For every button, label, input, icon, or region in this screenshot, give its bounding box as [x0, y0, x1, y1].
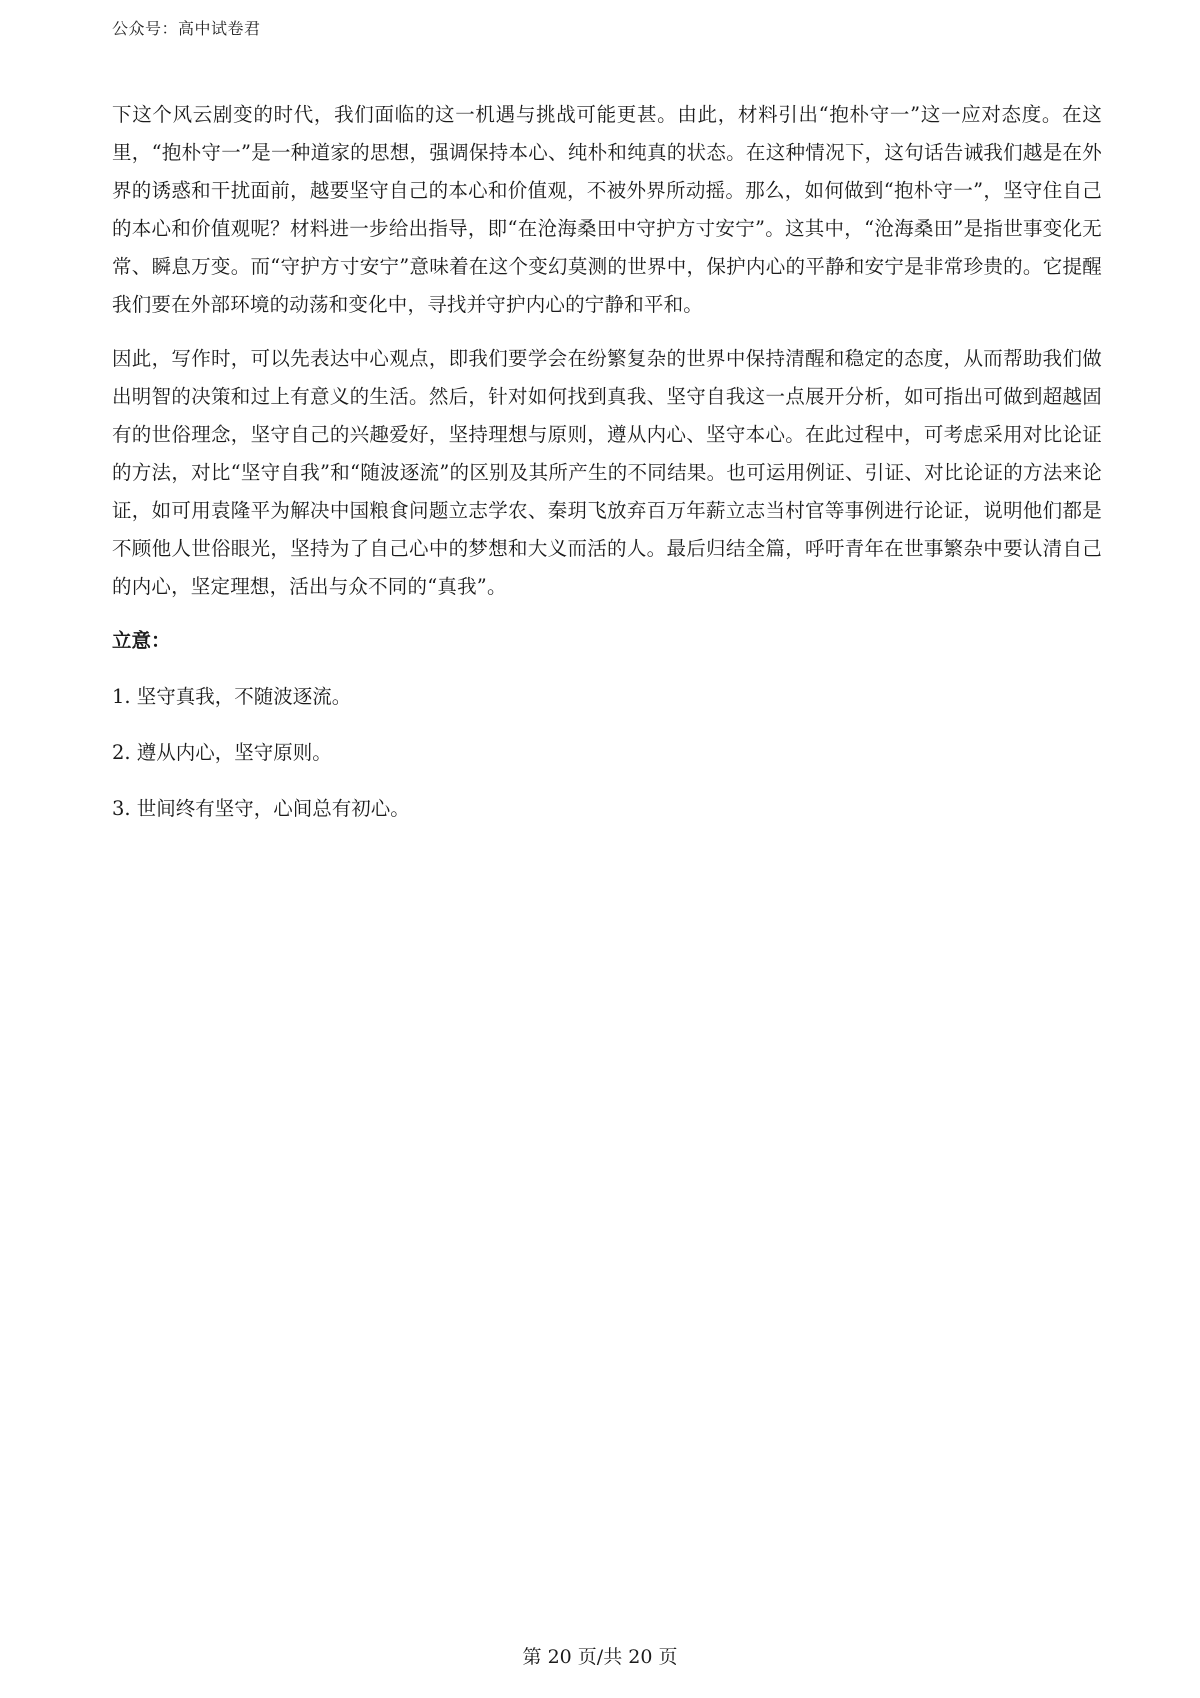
document-body — [112, 96, 1102, 846]
body-paragraph-1: 下这个风云剧变的时代，我们面临的这一机遇与挑战可能更甚。由此，材料引出“抱朴守一”这一应对态度。在这里，“抱朴守一”是一种道家的思想，强调保持本心、纯朴和纯真的状态。在这种情况下，这句话告诫我们越是在外界的诱惑和干扰面前，越要坚守自己的本心和价值观，不被外界所动摇。那么，如何做到“抱朴守一”，坚守住自己的本心和价值观呢？材料进一步给出指导，即“在沧海桑田中守护方寸安宁”。这其中，“沧海桑田”是指世事变化无常、瞬息万变。而“守护方寸安宁”意味着在这个变幻莫测的世界中，保护内心的平静和安宁是非常珍贵的。它提醒我们要在外部环境的动荡和变化中，寻找并守护内心的宁静和平和。 — [112, 103, 1102, 316]
page-number: 第 20 页/共 20 页 — [522, 1646, 678, 1668]
section-heading: 立意： — [112, 629, 171, 652]
list-item: 2. 遵从内心，坚守原则。 — [112, 741, 332, 764]
list-item: 3. 世间终有坚守，心间总有初心。 — [112, 797, 410, 820]
list-item: 1. 坚守真我，不随波逐流。 — [112, 685, 352, 708]
header-source-label: 公众号：高中试卷君 — [112, 19, 261, 38]
body-paragraph-2: 因此，写作时，可以先表达中心观点，即我们要学会在纷繁复杂的世界中保持清醒和稳定的态度，从而帮助我们做出明智的决策和过上有意义的生活。然后，针对如何找到真我、坚守自我这一点展开分析，如可指出可做到超越固有的世俗理念，坚守自己的兴趣爱好，坚持理想与原则，遵从内心、坚守本心。在此过程中，可考虑采用对比论证的方法，对比“坚守自我”和“随波逐流”的区别及其所产生的不同结果。也可运用例证、引证、对比论证的方法来论证，如可用袁隆平为解决中国粮食问题立志学农、秦玥飞放弃百万年薪立志当村官等事例进行论证，说明他们都是不顾他人世俗眼光，坚持为了自己心中的梦想和大义而活的人。最后归结全篇，呼吁青年在世事繁杂中要认清自己的内心，坚定理想，活出与众不同的“真我”。 — [112, 347, 1102, 598]
